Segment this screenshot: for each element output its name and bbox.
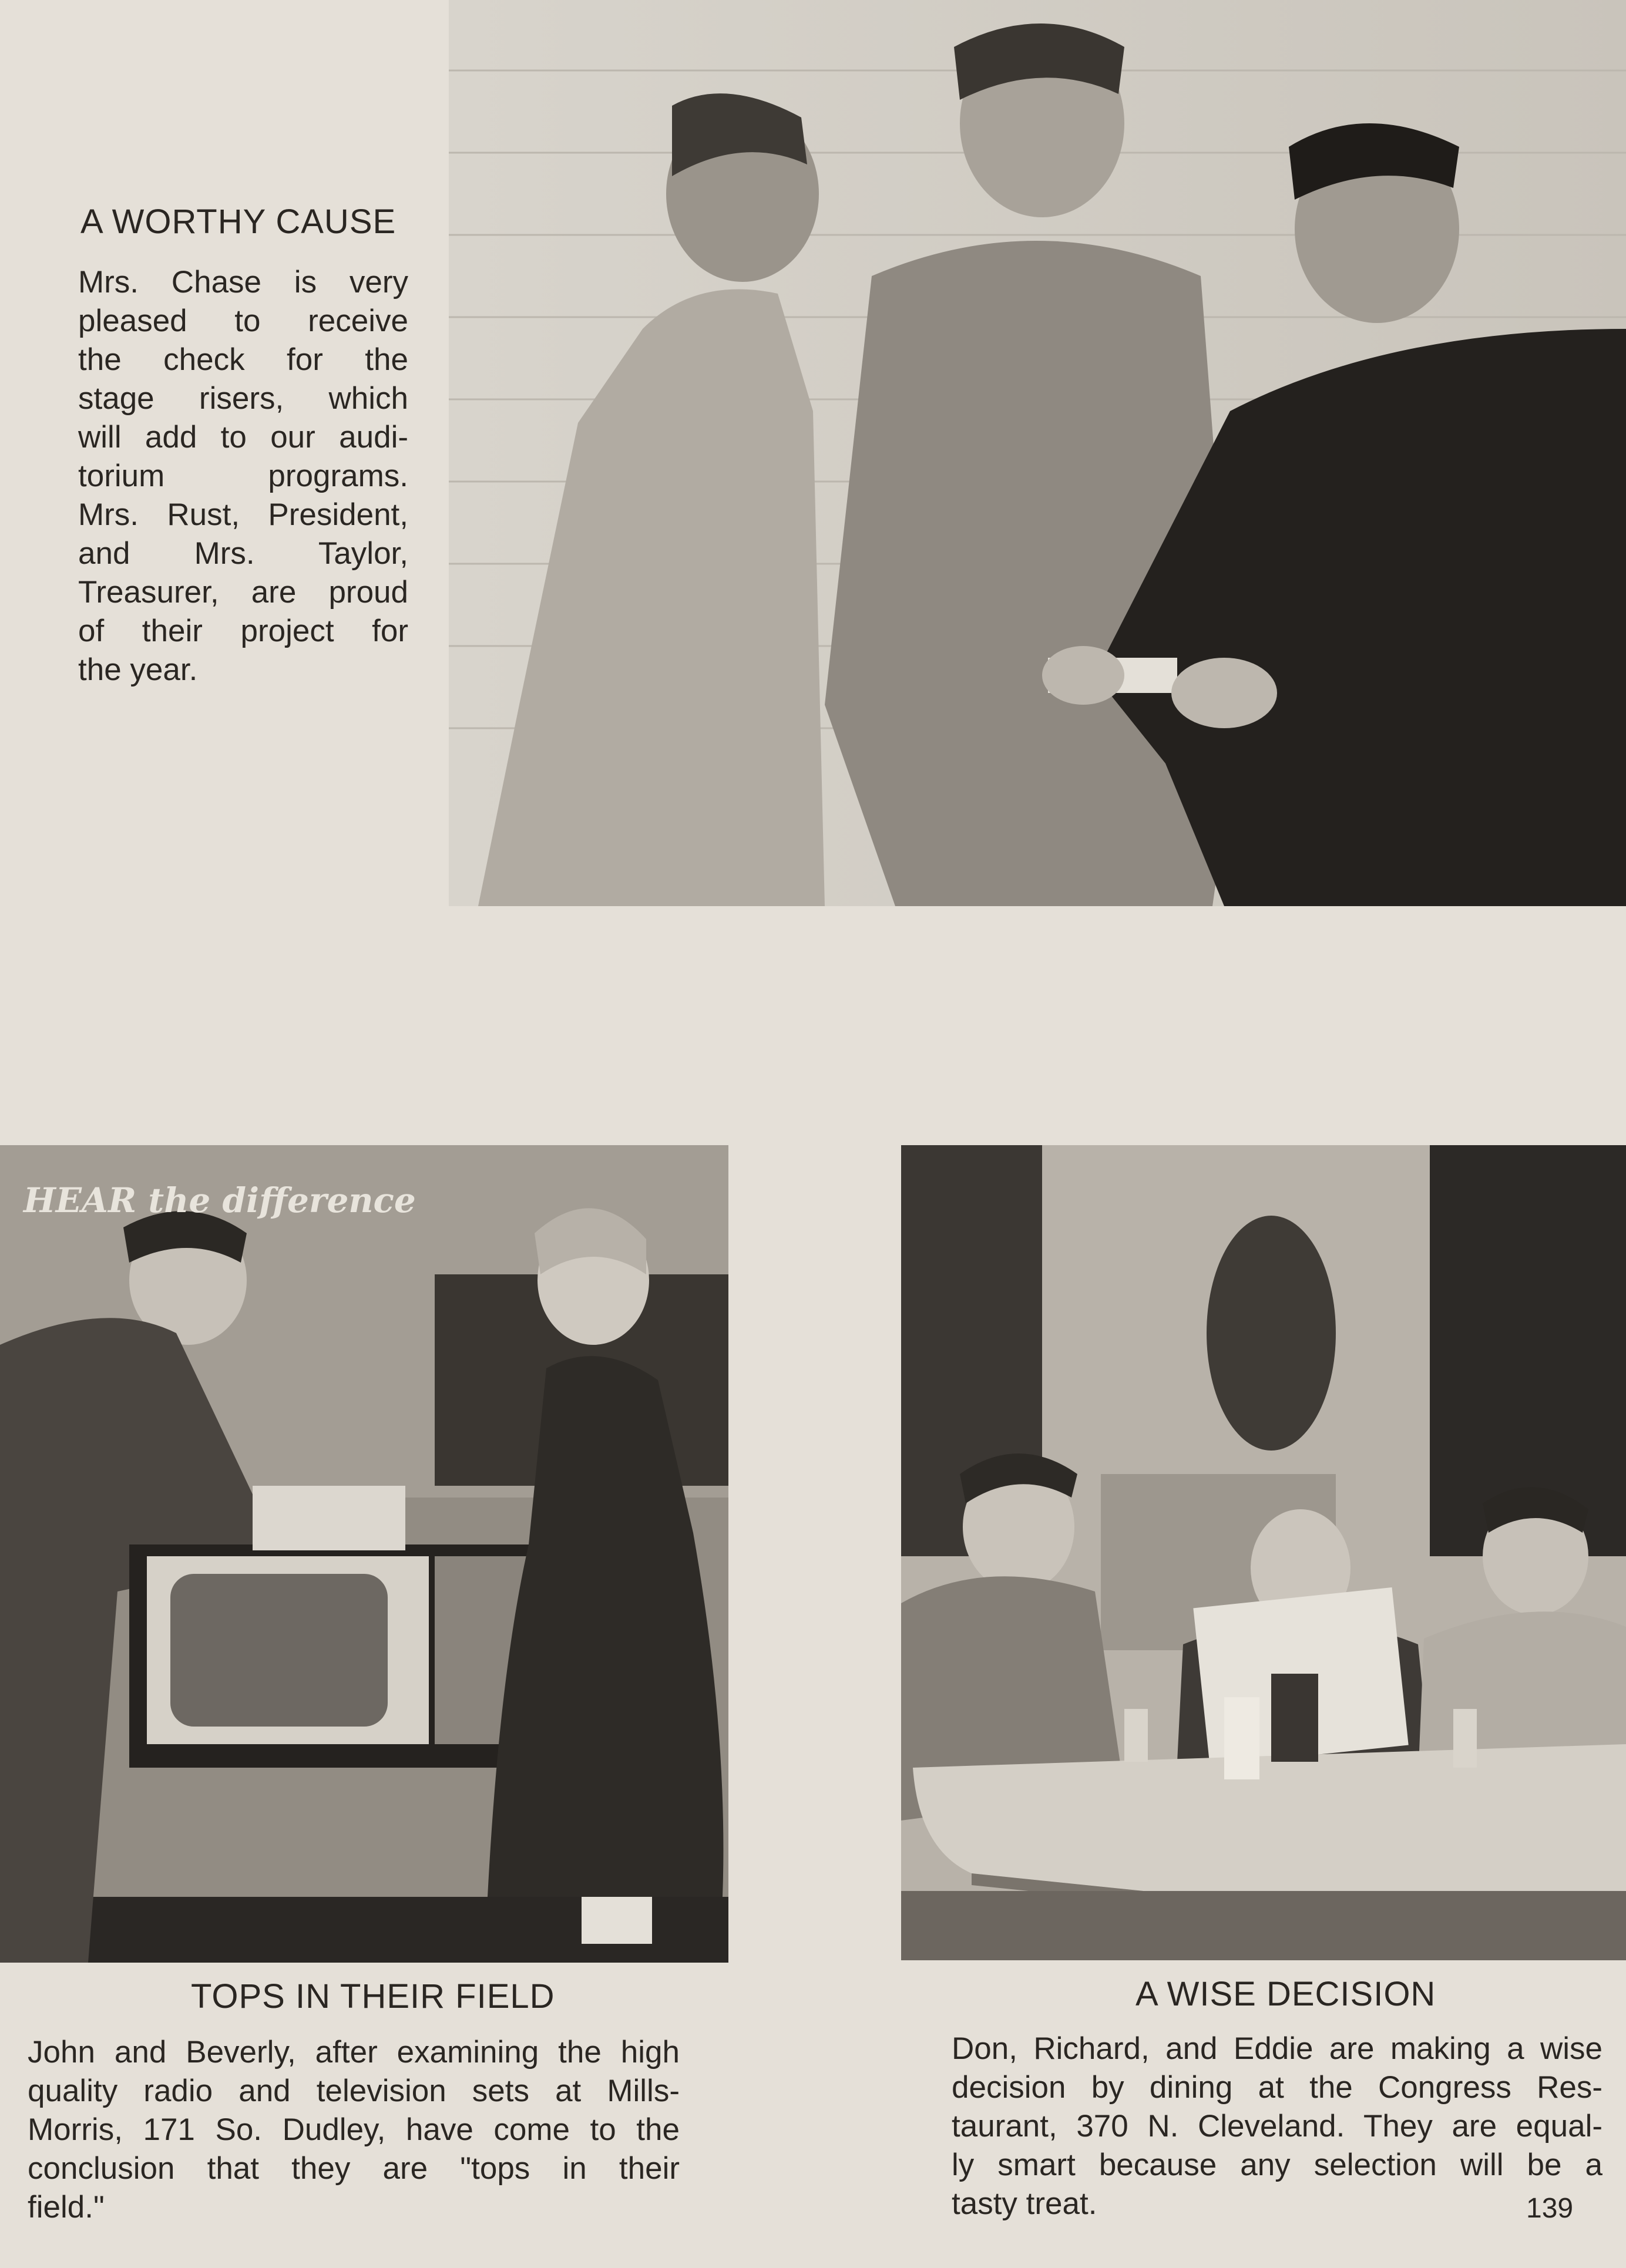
caption-line: conclusion that they are "tops in their (28, 2151, 680, 2186)
caption-line: and Mrs. Taylor, (78, 536, 408, 571)
worthy-cause-caption (78, 263, 408, 689)
caption-line: torium programs. (78, 459, 408, 493)
wise-decision-caption (952, 2030, 1603, 2223)
worthy-cause-heading: A WORTHY CAUSE (80, 203, 397, 241)
caption-line: Mrs. Chase is very (78, 265, 408, 300)
caption-line: tasty treat. (952, 2186, 1097, 2221)
caption-line: the check for the (78, 342, 408, 377)
photo-radio-tv-store (0, 1145, 728, 1963)
caption-line: quality radio and television sets at Mills- (28, 2074, 680, 2108)
caption-line: of their project for (78, 614, 408, 648)
photo-restaurant-diners (901, 1145, 1626, 1960)
caption-line: John and Beverly, after examining the high (28, 2035, 680, 2070)
caption-line: will add to our audi- (78, 420, 408, 455)
photo-check-presentation (449, 0, 1626, 906)
page-number: 139 (1526, 2193, 1574, 2224)
caption-line: ly smart because any selection will be a (952, 2148, 1603, 2182)
caption-line: stage risers, which (78, 381, 408, 416)
caption-line: decision by dining at the Congress Res- (952, 2070, 1603, 2105)
caption-line: taurant, 370 N. Cleveland. They are equal- (952, 2109, 1603, 2144)
caption-line: field." (28, 2190, 105, 2225)
caption-line: Don, Richard, and Eddie are making a wise (952, 2031, 1603, 2066)
caption-line: Treasurer, are proud (78, 575, 408, 610)
tops-in-their-field-heading: TOPS IN THEIR FIELD (191, 1977, 555, 2015)
caption-line: Morris, 171 So. Dudley, have come to the (28, 2112, 680, 2147)
caption-line: Mrs. Rust, President, (78, 497, 408, 532)
caption-line: the year. (78, 652, 198, 687)
caption-line: pleased to receive (78, 304, 408, 338)
store-sign-text: HEAR the difference (23, 1180, 416, 1220)
tops-in-their-field-caption (28, 2033, 680, 2227)
wise-decision-heading: A WISE DECISION (1135, 1975, 1436, 2013)
